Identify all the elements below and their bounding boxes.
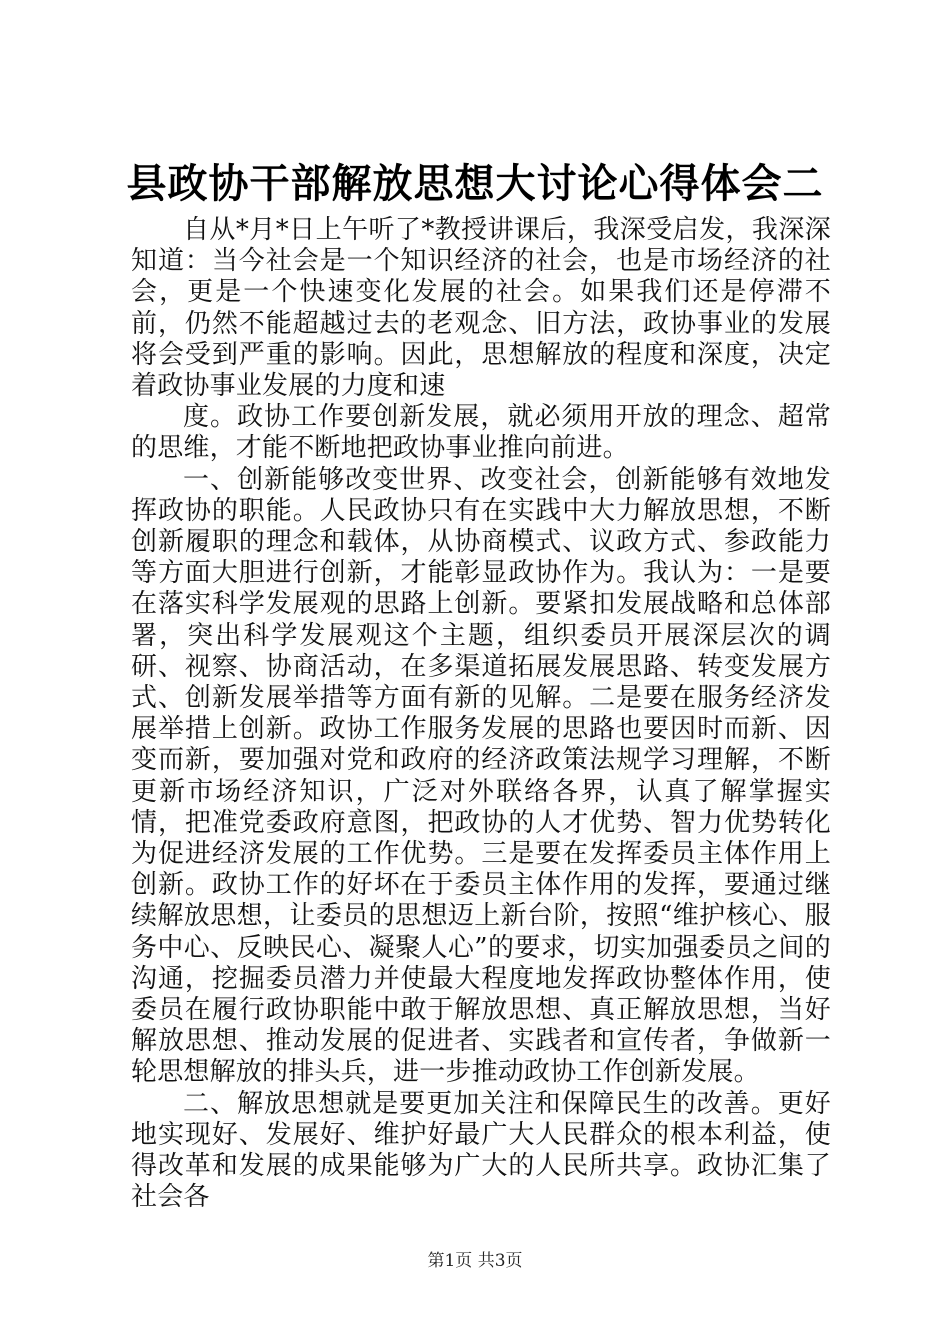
document-body [131,215,831,1214]
page-number-footer: 第1页 共3页 [427,1251,523,1271]
paragraph-section-one: 一、创新能够改变世界、改变社会，创新能够有效地发挥政协的职能。人民政协只有在实践中大力解放思想，不断创新履职的理念和载体，从协商模式、议政方式、参政能力等方面大胆进行创新，才能彰显政协作为。我认为：一是要在落实科学发展观的思路上创新。要紧扣发展战略和总体部署，突出科学发展观这个主题，组织委员开展深层次的调研、视察、协商活动，在多渠道拓展发展思路、转变发展方式、创新发展举措等方面有新的见解。二是要在服务经济发展举措上创新。政协工作服务发展的思路也要因时而新、因变而新，要加强对党和政府的经济政策法规学习理解，不断更新市场经济知识，广泛对外联络各界，认真了解掌握实情，把准党委政府意图，把政协的人才优势、智力优势转化为促进经济发展的工作优势。三是要在发挥委员主体作用上创新。政协工作的好坏在于委员主体作用的发挥，要通过继续解放思想，让委员的思想迈上新台阶，按照“维护核心、服务中心、反映民心、凝聚人心”的要求，切实加强委员之间的沟通，挖掘委员潜力并使最大程度地发挥政协整体作用，使委员在履行政协职能中敢于解放思想、真正解放思想，当好解放思想、推动发展的促进者、实践者和宣传者，争做新一轮思想解放的排头兵，进一步推动政协工作创新发展。 [131,464,831,1088]
document-title: 县政协干部解放思想大讨论心得体会二 [126,160,824,207]
paragraph-section-two: 二、解放思想就是要更加关注和保障民生的改善。更好地实现好、发展好、维护好最广大人民群众的根本利益，使得改革和发展的成果能够为广大的人民所共享。政协汇集了社会各 [131,1088,831,1213]
paragraph-intro: 自从*月*日上午听了*教授讲课后，我深受启发，我深深知道：当今社会是一个知识经济的社会，也是市场经济的社会，更是一个快速变化发展的社会。如果我们还是停滞不前，仍然不能超越过去的老观念、旧方法，政协事业的发展将会受到严重的影响。因此，思想解放的程度和深度，决定着政协事业发展的力度和速 [131,215,831,402]
paragraph-continuation: 度。政协工作要创新发展，就必须用开放的理念、超常的思维，才能不断地把政协事业推向前进。 [131,402,831,464]
